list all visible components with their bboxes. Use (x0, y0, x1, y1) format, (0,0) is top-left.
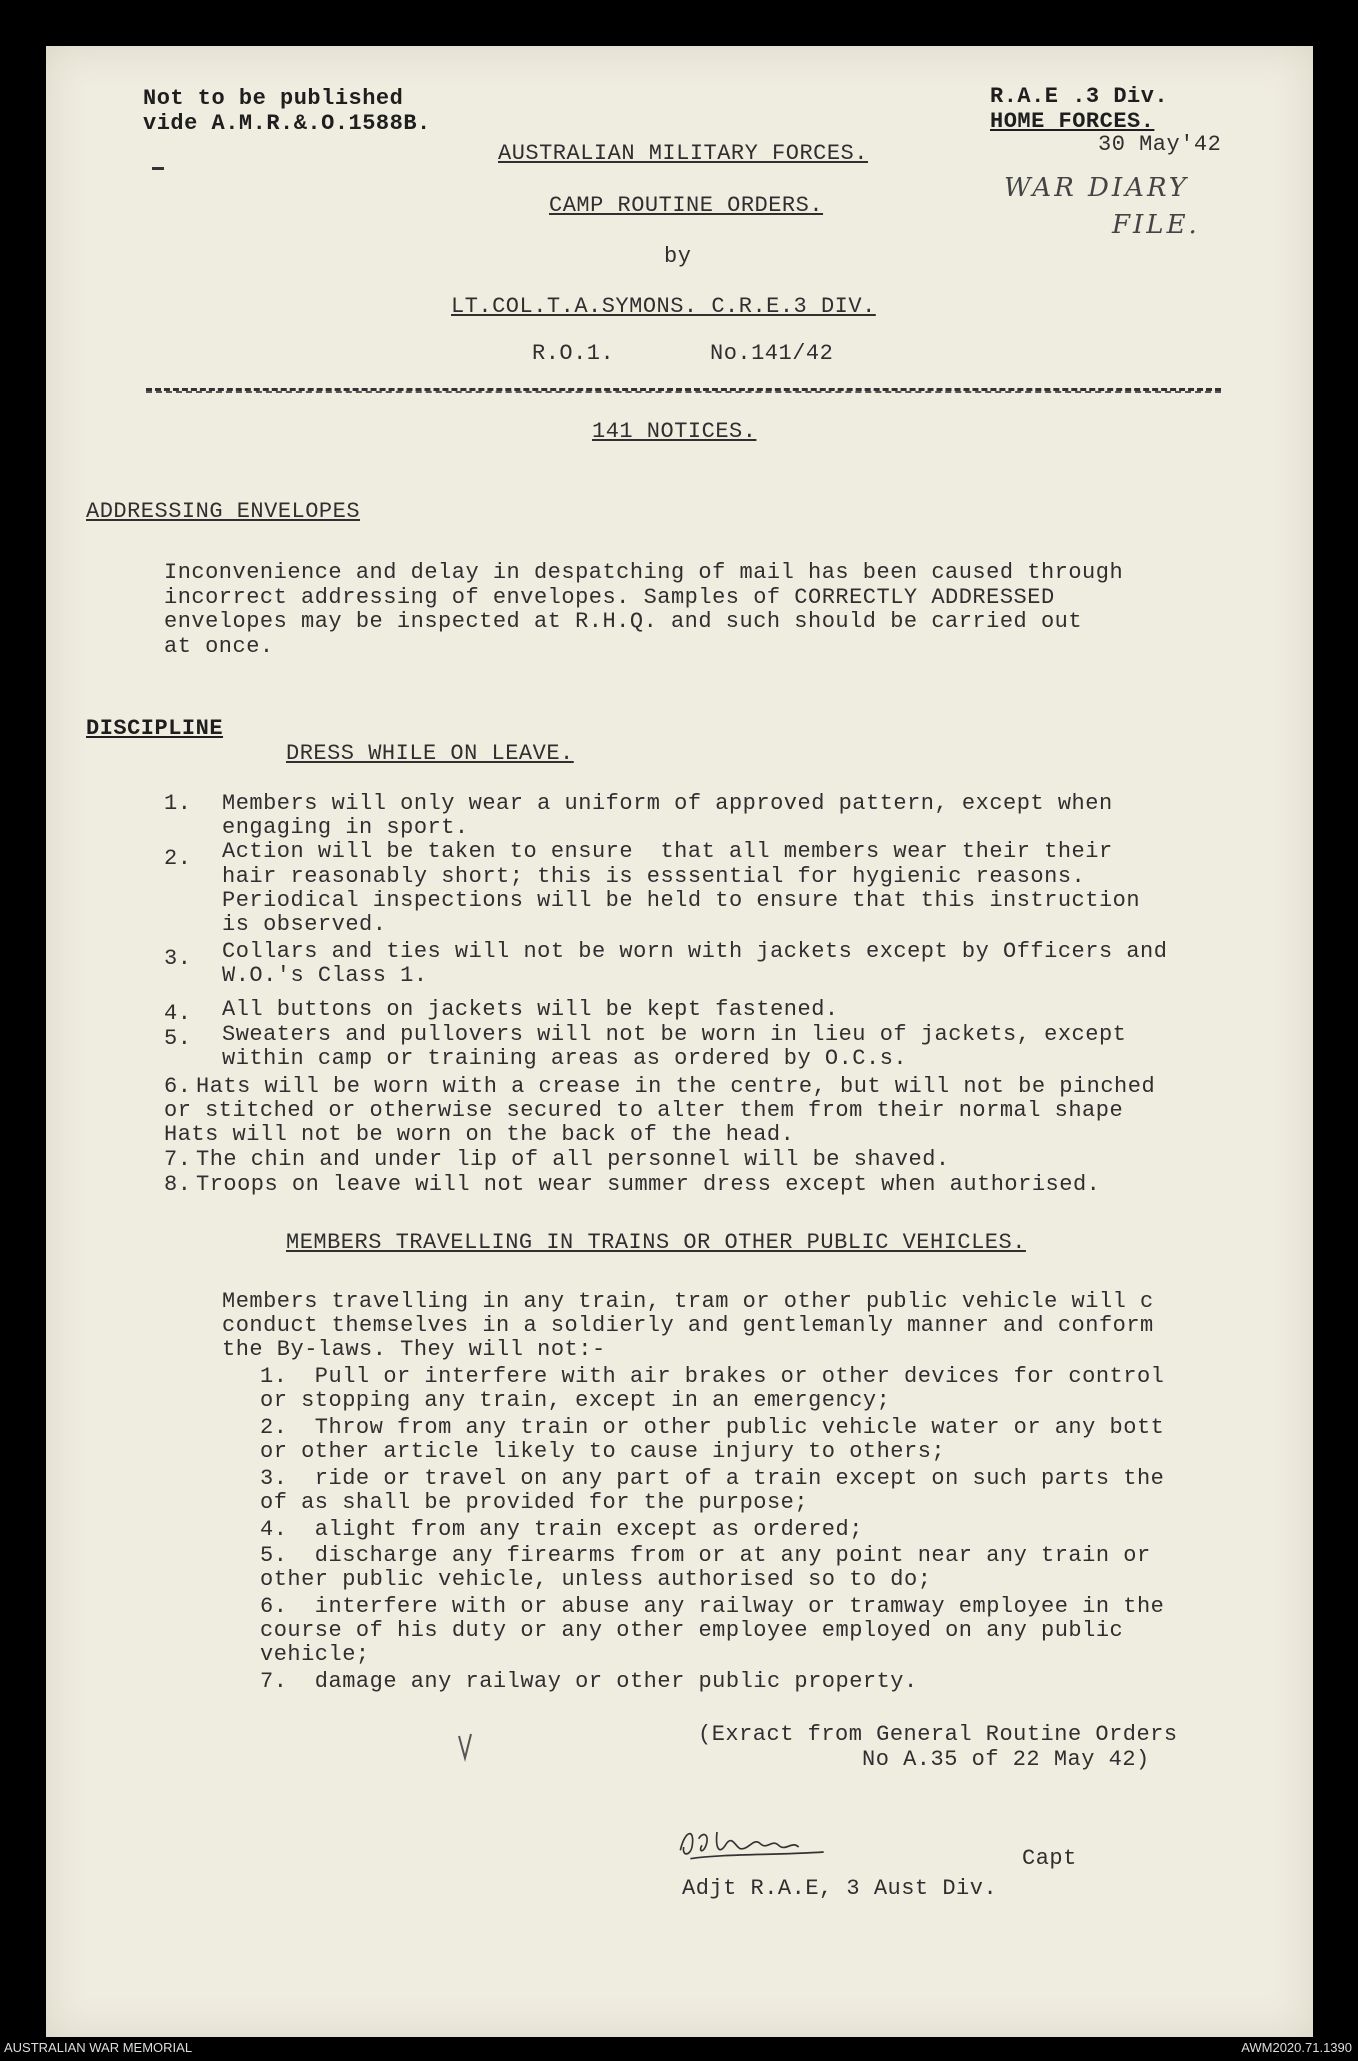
stray-mark (152, 167, 164, 170)
discipline-item-5-line-2: within camp or training areas as ordered by O.C.s. (222, 1046, 908, 1071)
discipline-item-2-line-3: Periodical inspections will be held to ensure that this instruction (222, 888, 1141, 913)
handwritten-signature (662, 1822, 852, 1872)
notices-heading: 141 NOTICES. (592, 419, 757, 444)
unit-designation: R.A.E .3 Div. (990, 84, 1169, 109)
document-subtitle: CAMP ROUTINE ORDERS. (549, 193, 824, 218)
trains-intro-line-1: Members travelling in any train, tram or other public vehicle will c (222, 1289, 1154, 1314)
discipline-item-8-num: 8. (164, 1172, 192, 1197)
discipline-item-7-line-1: The chin and under lip of all personnel will be shaved. (196, 1147, 950, 1172)
discipline-item-1-line-2: engaging in sport. (222, 815, 469, 840)
discipline-item-2-line-2: hair reasonably short; this is esssential for hygienic reasons. (222, 864, 1086, 889)
trains-rule-line-4: or other article likely to cause injury to others; (260, 1439, 946, 1464)
discipline-item-6-line-1: Hats will be worn with a crease in the centre, but will not be pinched (196, 1074, 1156, 1099)
routine-order-number: No.141/42 (710, 341, 834, 366)
trains-rule-line-2: or stopping any train, except in an emergency; (260, 1388, 891, 1413)
discipline-item-4-num: 4. (164, 1001, 192, 1026)
discipline-item-3-line-2: W.O.'s Class 1. (222, 963, 428, 988)
discipline-item-6-num: 6. (164, 1074, 192, 1099)
trains-rule-line-13: 7. damage any railway or other public property. (260, 1669, 918, 1694)
signatory-rank: Capt (1022, 1846, 1077, 1871)
trains-heading: MEMBERS TRAVELLING IN TRAINS OR OTHER PUBLIC VEHICLES. (286, 1230, 1026, 1255)
discipline-item-7-num: 7. (164, 1147, 192, 1172)
discipline-item-2-num: 2. (164, 846, 192, 871)
discipline-item-2-line-1: Action will be taken to ensure that all members wear their their (222, 839, 1113, 864)
discipline-item-4-line-1: All buttons on jackets will be kept fastened. (222, 997, 839, 1022)
discipline-heading: DISCIPLINE (86, 716, 224, 741)
envelopes-line-2: incorrect addressing of envelopes. Samples of CORRECTLY ADDRESSED (164, 585, 1055, 610)
order-date: 30 May'42 (1098, 132, 1222, 157)
discipline-item-6-line-3: Hats will not be worn on the back of the head. (164, 1122, 795, 1147)
trains-rule-line-7: 4. alight from any train except as ordered; (260, 1517, 863, 1542)
command-name: HOME FORCES. (990, 109, 1155, 134)
discipline-item-6-line-2: or stitched or otherwise secured to alter them from their normal shape (164, 1098, 1124, 1123)
envelopes-line-3: envelopes may be inspected at R.H.Q. and such should be carried out (164, 609, 1083, 634)
discipline-item-3-line-1: Collars and ties will not be worn with jackets except by Officers and (222, 939, 1168, 964)
trains-rule-line-10: 6. interfere with or abuse any railway or tramway employee in the (260, 1594, 1165, 1619)
routine-order-label: R.O.1. (532, 341, 615, 366)
signatory-title: Adjt R.A.E, 3 Aust Div. (682, 1876, 998, 1901)
handwritten-note-line2: FILE. (1112, 210, 1200, 240)
header-divider (146, 388, 1221, 393)
trains-rule-line-9: other public vehicle, unless authorised so to do; (260, 1567, 932, 1592)
envelopes-line-1: Inconvenience and delay in despatching of mail has been caused through (164, 560, 1124, 585)
discipline-item-8-line-1: Troops on leave will not wear summer dress except when authorised. (196, 1172, 1101, 1197)
document-title: AUSTRALIAN MILITARY FORCES. (498, 141, 868, 166)
envelopes-heading: ADDRESSING ENVELOPES (86, 499, 361, 524)
discipline-item-5-num: 5. (164, 1026, 192, 1051)
discipline-item-1-line-1: Members will only wear a uniform of approved pattern, except when (222, 791, 1113, 816)
trains-rule-line-8: 5. discharge any firearms from or at any point near any train or (260, 1543, 1151, 1568)
discipline-item-2-line-4: is observed. (222, 912, 387, 937)
pencil-tick-mark (455, 1732, 475, 1762)
document-page (46, 46, 1313, 2037)
trains-rule-line-1: 1. Pull or interfere with air brakes or other devices for control (260, 1364, 1165, 1389)
discipline-item-1-num: 1. (164, 791, 192, 816)
by-line: by (664, 244, 692, 269)
publication-restriction-line2: vide A.M.R.&.O.1588B. (143, 111, 431, 136)
dress-subheading: DRESS WHILE ON LEAVE. (286, 741, 574, 766)
archive-reference: AWM2020.71.1390 (1241, 2040, 1352, 2055)
trains-intro-line-3: the By-laws. They will not:- (222, 1337, 606, 1362)
trains-rule-line-5: 3. ride or travel on any part of a train except on such parts the (260, 1466, 1165, 1491)
archive-credit: AUSTRALIAN WAR MEMORIAL (4, 2040, 193, 2055)
trains-rule-line-11: course of his duty or any other employee employed on any public (260, 1618, 1124, 1643)
extract-reference-line-2: No A.35 of 22 May 42) (862, 1747, 1150, 1772)
trains-rule-line-12: vehicle; (260, 1642, 370, 1667)
discipline-item-3-num: 3. (164, 946, 192, 971)
trains-rule-line-3: 2. Throw from any train or other public vehicle water or any bott (260, 1415, 1165, 1440)
extract-reference-line-1: (Exract from General Routine Orders (698, 1722, 1178, 1747)
handwritten-note-line1: WAR DIARY (1004, 173, 1189, 203)
envelopes-line-4: at once. (164, 634, 274, 659)
issuing-officer: LT.COL.T.A.SYMONS. C.R.E.3 DIV. (451, 294, 876, 319)
discipline-item-5-line-1: Sweaters and pullovers will not be worn in lieu of jackets, except (222, 1022, 1127, 1047)
publication-restriction-line1: Not to be published (143, 86, 404, 111)
trains-rule-line-6: of as shall be provided for the purpose; (260, 1490, 809, 1515)
trains-intro-line-2: conduct themselves in a soldierly and gentlemanly manner and conform (222, 1313, 1154, 1338)
